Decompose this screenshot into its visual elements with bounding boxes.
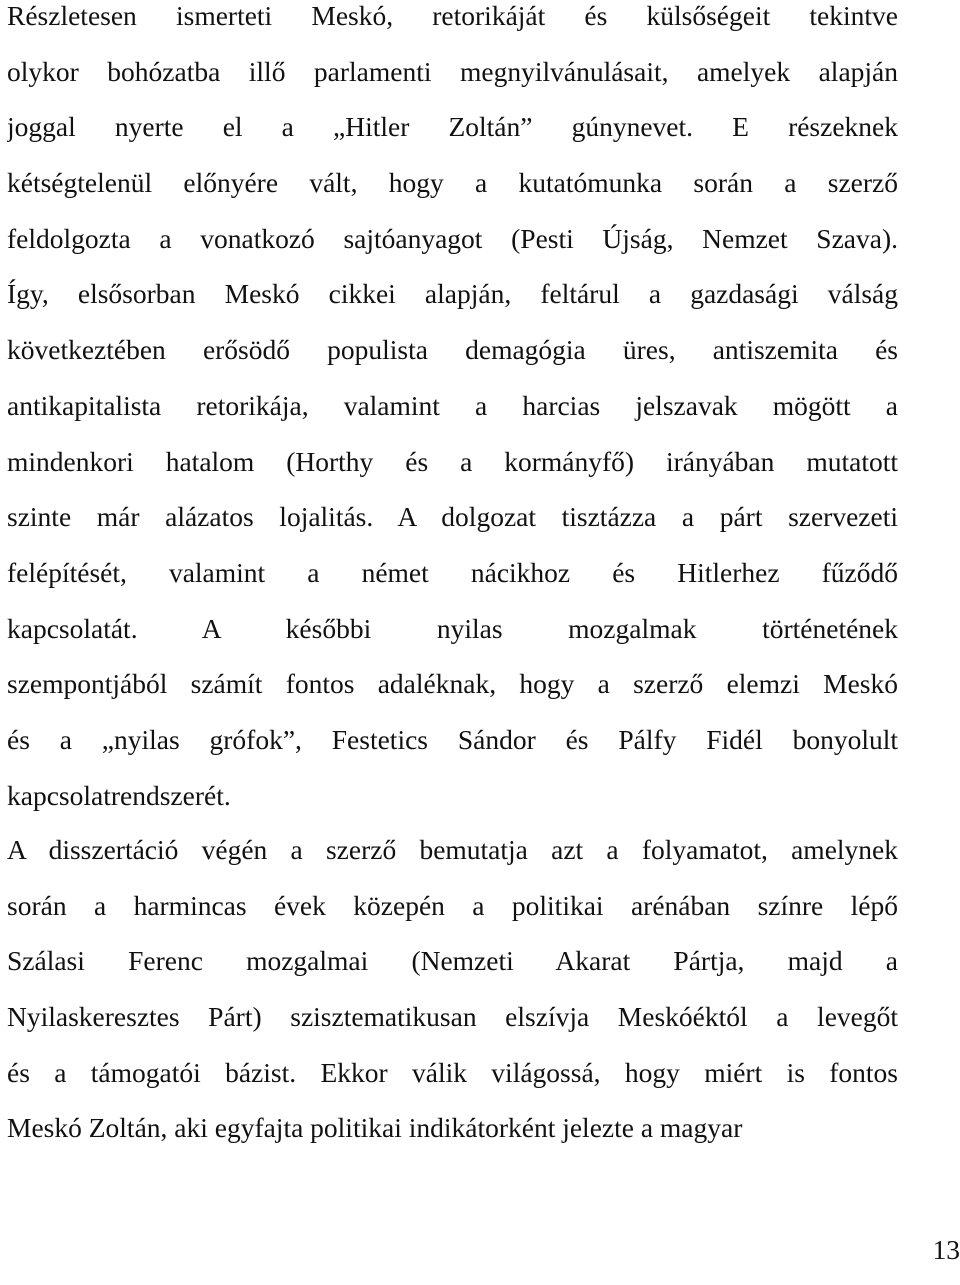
text-line: és a „nyilas grófok”, Festetics Sándor és Pálfy Fidél bonyolult [7, 723, 898, 755]
text-line: feldolgozta a vonatkozó sajtóanyagot (Pesti Újság, Nemzet Szava). [7, 222, 898, 254]
text-line: Szálasi Ferenc mozgalmai (Nemzeti Akarat Pártja, majd a [7, 945, 898, 977]
text-line: során a harmincas évek közepén a politikai arénában színre lépő [7, 889, 898, 921]
text-line: szempontjából számít fontos adaléknak, hogy a szerző elemzi Meskó [7, 668, 898, 700]
text-line: olykor bohózatba illő parlamenti megnyilvánulásait, amelyek alapján [7, 55, 898, 87]
text-line: kétségtelenül előnyére vált, hogy a kutatómunka során a szerző [7, 167, 898, 199]
text-line: joggal nyerte el a „Hitler Zoltán” gúnynevet. E részeknek [7, 111, 898, 143]
text-line: antikapitalista retorikája, valamint a harcias jelszavak mögött a [7, 389, 898, 421]
text-line: Így, elsősorban Meskó cikkei alapján, feltárul a gazdasági válság [7, 278, 898, 310]
text-line: A disszertáció végén a szerző bemutatja azt a folyamatot, amelynek [7, 834, 898, 865]
text-line: szinte már alázatos lojalitás. A dolgozat tisztázza a párt szervezeti [7, 501, 898, 533]
text-line: Nyilaskeresztes Párt) szisztematikusan elszívja Meskóéktól a levegőt [7, 1001, 898, 1033]
page-number: 13 [932, 1234, 960, 1265]
text-line: mindenkori hatalom (Horthy és a kormányfő) irányában mutatott [7, 445, 898, 477]
text-line: és a támogatói bázist. Ekkor válik világossá, hogy miért is fontos [7, 1056, 898, 1088]
paragraph-1 [7, 0, 898, 823]
text-line: kapcsolatrendszerét. [7, 779, 231, 811]
text-line: Részletesen ismerteti Meskó, retorikáját és külsőségeit tekintve [7, 0, 898, 31]
paragraph-2 [7, 822, 898, 1156]
text-line: felépítését, valamint a német nácikhoz és Hitlerhez fűződő [7, 556, 898, 588]
text-line: Meskó Zoltán, aki egyfajta politikai indikátorként jelezte a magyar [7, 1112, 743, 1144]
text-line: következtében erősödő populista demagógia üres, antiszemita és [7, 334, 898, 366]
text-line: kapcsolatát. A későbbi nyilas mozgalmak történetének [7, 612, 898, 644]
